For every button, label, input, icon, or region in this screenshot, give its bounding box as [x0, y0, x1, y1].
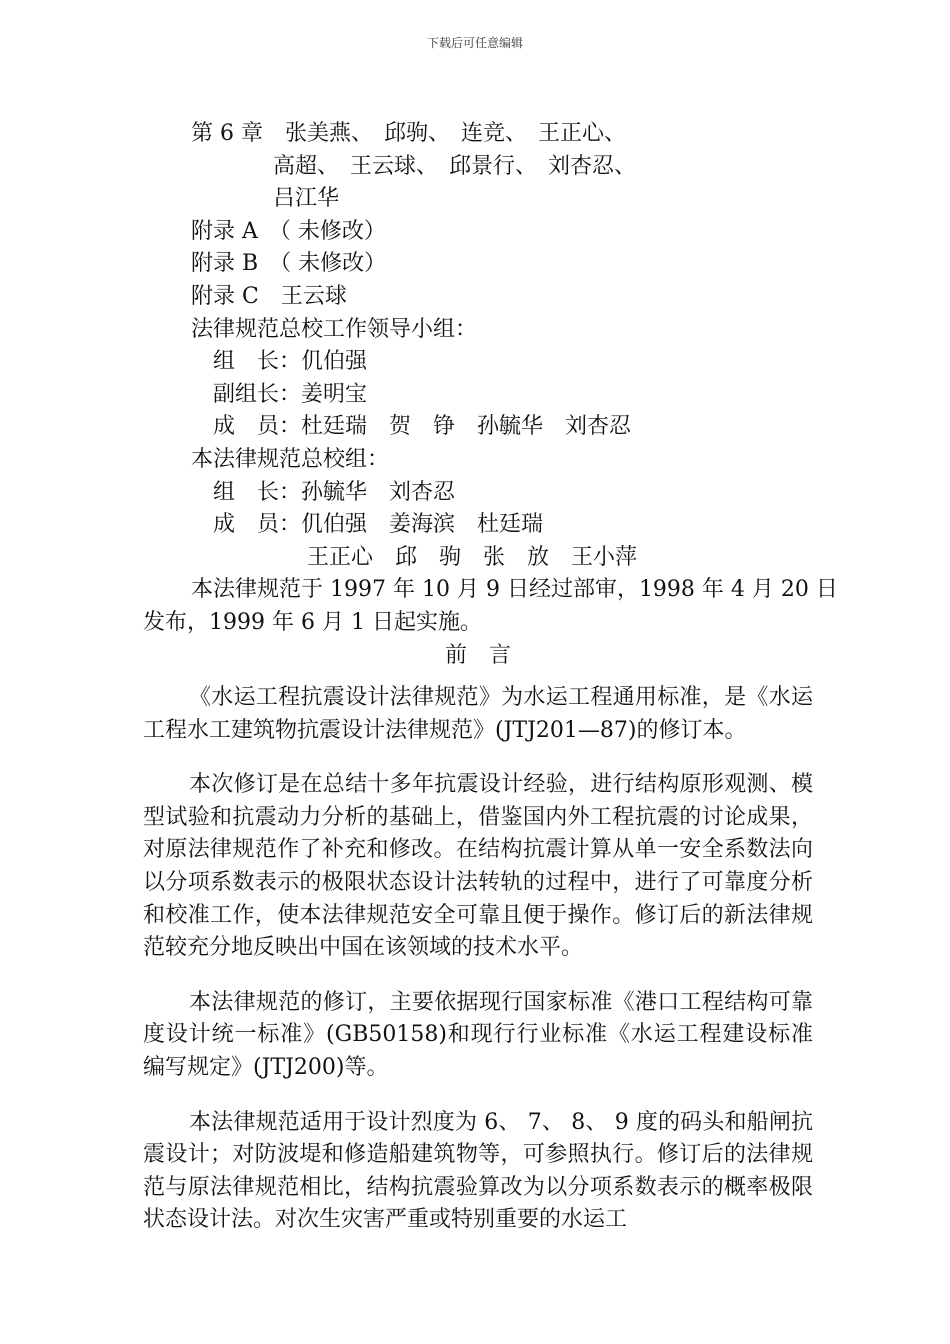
preface-paragraph: 《水运工程抗震设计法律规范》为水运工程通用标准，是《水运工程水工建筑物抗震设计法律规范》(JTJ201—87)的修订本。: [143, 685, 813, 743]
proof-group-head: 组 长：孙毓华 刘杏忍: [213, 479, 456, 505]
proof-group-members-line1: 成 员：仉伯强 姜海滨 杜廷瑞: [213, 512, 544, 538]
preface-paragraph: 本法律规范的修订，主要依据现行国家标准《港口工程结构可靠度设计统一标准》(GB50158)和现行行业标准《水运工程建设标准编写规定》(JTJ200)等。: [143, 989, 813, 1081]
preface-paragraph: 本法律规范适用于设计烈度为 6、 7、 8、 9 度的码头和船闸抗震设计；对防波堤和修造船建筑物等，可参照执行。修订后的法律规范与原法律规范相比，结构抗震验算改为以分项系数表示的概率极限状态设计法。对次生灾害严重或特别重要的水运工: [143, 1109, 813, 1233]
page-header: 下载后可任意编辑: [426, 36, 523, 50]
chapter6-authors-line3: 吕江华: [273, 186, 340, 212]
appendix-a-line: 附录 A （ 未修改）: [191, 218, 386, 244]
proof-group-title: 本法律规范总校组：: [191, 446, 390, 472]
leader-group-deputy: 副组长：姜明宝: [213, 381, 368, 407]
preface-paragraph: 本次修订是在总结十多年抗震设计经验，进行结构原形观测、模型试验和抗震动力分析的基础上，借鉴国内外工程抗震的讨论成果，对原法律规范作了补充和修改。在结构抗震计算从单一安全系数法向以分项系数表示的极限状态设计法转轨的过程中，进行了可靠度分析和校准工作，使本法律规范安全可靠且便于操作。修订后的新法律规范较充分地反映出中国在该领域的技术水平。: [143, 772, 813, 961]
preface-title: 前 言: [444, 642, 511, 668]
issue-date-line2: 发布，1999 年 6 月 1 日起实施。: [143, 609, 482, 635]
chapter6-authors-line2: 高超、 王云球、 邱景行、 刘杏忍、: [273, 153, 637, 179]
issue-date-line1: 本法律规范于 1997 年 10 月 9 日经过部审，1998 年 4 月 20 日: [191, 577, 838, 603]
leader-group-head: 组 长：仉伯强: [213, 349, 368, 375]
proof-group-members-line2: 王正心 邱 驹 张 放 王小萍: [307, 544, 638, 570]
appendix-b-line: 附录 B （ 未修改）: [191, 251, 387, 277]
leader-group-title: 法律规范总校工作领导小组：: [191, 316, 478, 342]
document-body: [143, 118, 838, 1245]
appendix-c-line: 附录 C 王云球: [191, 283, 347, 309]
leader-group-members: 成 员：杜廷瑞 贺 铮 孙毓华 刘杏忍: [213, 414, 632, 440]
chapter6-authors-line1: 第 6 章 张美燕、 邱驹、 连竞、 王正心、: [191, 121, 626, 146]
